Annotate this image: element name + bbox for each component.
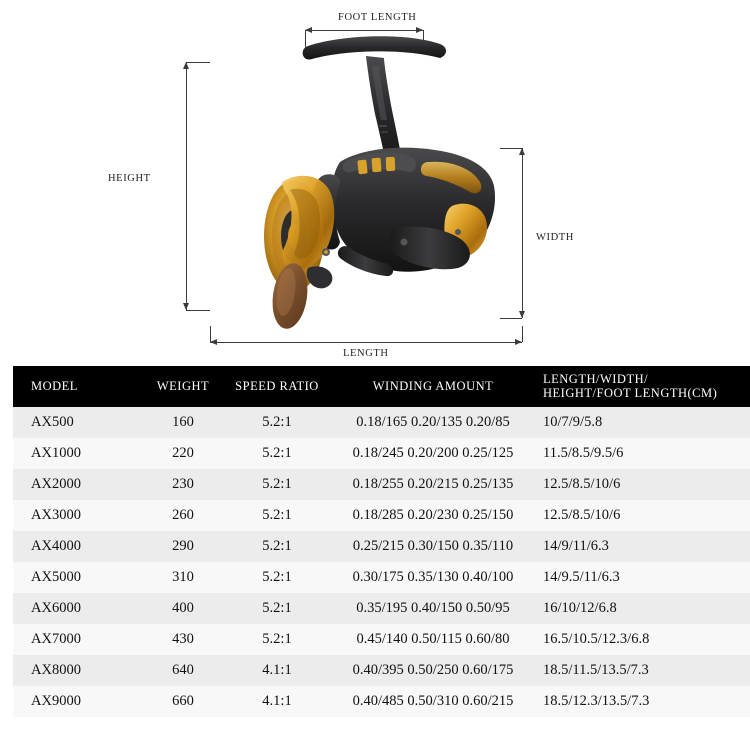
cell-dimensions: 14/9/11/6.3	[535, 531, 750, 562]
cell-dimensions: 18.5/12.3/13.5/7.3	[535, 686, 750, 717]
cell-winding-amount: 0.40/485 0.50/310 0.60/215	[331, 686, 535, 717]
cell-speed-ratio: 4.1:1	[223, 655, 331, 686]
cell-dimensions: 10/7/9/5.8	[535, 407, 750, 438]
height-arrow-up	[183, 62, 189, 69]
table-row	[13, 624, 750, 655]
cell-speed-ratio: 5.2:1	[223, 531, 331, 562]
cell-dimensions: 16/10/12/6.8	[535, 593, 750, 624]
table-body	[13, 407, 750, 717]
cell-dimensions: 11.5/8.5/9.5/6	[535, 438, 750, 469]
cell-winding-amount: 0.18/285 0.20/230 0.25/150	[331, 500, 535, 531]
cell-speed-ratio: 5.2:1	[223, 407, 331, 438]
cell-winding-amount: 0.35/195 0.40/150 0.50/95	[331, 593, 535, 624]
cell-winding-amount: 0.40/395 0.50/250 0.60/175	[331, 655, 535, 686]
table-row	[13, 531, 750, 562]
cell-speed-ratio: 5.2:1	[223, 593, 331, 624]
cell-weight: 290	[143, 531, 223, 562]
cell-dimensions: 12.5/8.5/10/6	[535, 469, 750, 500]
table-row	[13, 593, 750, 624]
cell-winding-amount: 0.30/175 0.35/130 0.40/100	[331, 562, 535, 593]
cell-model: AX2000	[13, 469, 143, 500]
foot-length-label: FOOT LENGTH	[338, 12, 417, 23]
specification-table	[13, 366, 750, 717]
cell-dimensions: 18.5/11.5/13.5/7.3	[535, 655, 750, 686]
header-winding-amount: WINDING AMOUNT	[331, 366, 535, 407]
cell-weight: 430	[143, 624, 223, 655]
table-row	[13, 686, 750, 717]
header-weight: WEIGHT	[143, 366, 223, 407]
height-arrow-down	[183, 303, 189, 310]
reel-dimension-diagram	[0, 0, 750, 366]
table-header	[13, 366, 750, 407]
cell-speed-ratio: 5.2:1	[223, 624, 331, 655]
cell-speed-ratio: 5.2:1	[223, 438, 331, 469]
cell-model: AX4000	[13, 531, 143, 562]
cell-winding-amount: 0.25/215 0.30/150 0.35/110	[331, 531, 535, 562]
cell-winding-amount: 0.18/255 0.20/215 0.25/135	[331, 469, 535, 500]
table-row	[13, 438, 750, 469]
cell-model: AX500	[13, 407, 143, 438]
cell-dimensions: 14/9.5/11/6.3	[535, 562, 750, 593]
cell-weight: 660	[143, 686, 223, 717]
header-dimensions-line2: HEIGHT/FOOT LENGTH(CM)	[543, 386, 718, 401]
cell-winding-amount: 0.45/140 0.50/115 0.60/80	[331, 624, 535, 655]
cell-model: AX7000	[13, 624, 143, 655]
cell-weight: 160	[143, 407, 223, 438]
cell-dimensions: 16.5/10.5/12.3/6.8	[535, 624, 750, 655]
cell-speed-ratio: 5.2:1	[223, 562, 331, 593]
cell-dimensions: 12.5/8.5/10/6	[535, 500, 750, 531]
cell-winding-amount: 0.18/165 0.20/135 0.20/85	[331, 407, 535, 438]
length-label: LENGTH	[343, 348, 389, 359]
height-dim-line	[186, 62, 187, 310]
reel-illustration	[190, 10, 550, 340]
height-label: HEIGHT	[108, 173, 151, 184]
cell-model: AX9000	[13, 686, 143, 717]
cell-weight: 310	[143, 562, 223, 593]
cell-speed-ratio: 4.1:1	[223, 686, 331, 717]
cell-model: AX3000	[13, 500, 143, 531]
header-model: MODEL	[13, 366, 143, 407]
cell-speed-ratio: 5.2:1	[223, 469, 331, 500]
table-header-row	[13, 366, 750, 407]
cell-model: AX8000	[13, 655, 143, 686]
cell-weight: 230	[143, 469, 223, 500]
cell-weight: 640	[143, 655, 223, 686]
cell-weight: 260	[143, 500, 223, 531]
header-speed-ratio: SPEED RATIO	[223, 366, 331, 407]
table-row	[13, 562, 750, 593]
width-label: WIDTH	[536, 232, 574, 243]
cell-model: AX1000	[13, 438, 143, 469]
table-row	[13, 407, 750, 438]
cell-weight: 400	[143, 593, 223, 624]
header-dimensions	[535, 366, 750, 407]
cell-weight: 220	[143, 438, 223, 469]
table-row	[13, 500, 750, 531]
cell-speed-ratio: 5.2:1	[223, 500, 331, 531]
length-dim-line	[210, 342, 522, 343]
table-row	[13, 469, 750, 500]
cell-model: AX5000	[13, 562, 143, 593]
table-row	[13, 655, 750, 686]
cell-model: AX6000	[13, 593, 143, 624]
header-dimensions-line1: LENGTH/WIDTH/	[543, 372, 649, 386]
cell-winding-amount: 0.18/245 0.20/200 0.25/125	[331, 438, 535, 469]
